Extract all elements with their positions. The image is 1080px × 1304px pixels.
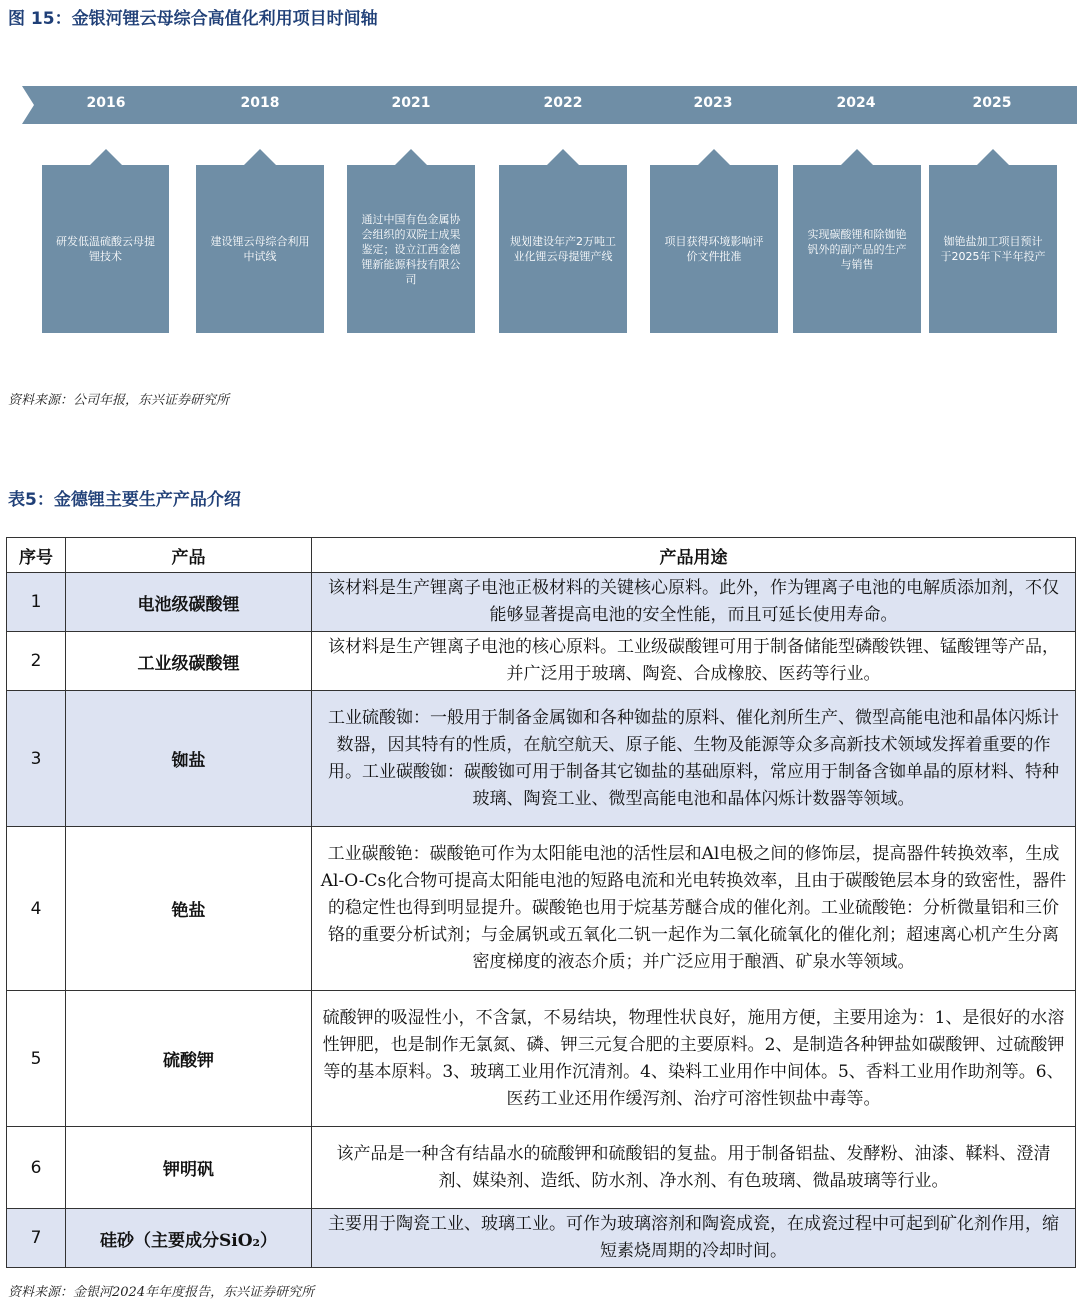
product-usage: 硫酸钾的吸湿性小，不含氯，不易结块，物理性状良好，施用方便，主要用途为：1、是很好的水溶性钾肥，也是制作无氯氮、磷、钾三元复合肥的主要原料。2、是制造各种钾盐如碳酸钾、过硫酸钾等的基本原料。3、玻璃工业用作沉清剂。4、染料工业用作中间体。5、香料工业用作助剂等。6、医药工业还用作缓泻剂、治疗可溶性钡盐中毒等。 — [312, 991, 1076, 1127]
timeline-year: 2024 — [836, 95, 876, 111]
product-name: 铷盐 — [66, 691, 312, 827]
timeline-box: 建设锂云母综合利用中试线 — [196, 165, 324, 333]
product-name: 硅砂（主要成分SiO₂） — [66, 1209, 312, 1268]
product-table — [6, 537, 1076, 1268]
product-usage: 工业硫酸铷：一般用于制备金属铷和各种铷盐的原料、催化剂所生产、微型高能电池和晶体闪烁计数器，因其特有的性质，在航空航天、原子能、生物及能源等众多高新技术领域发挥着重要的作用。工业碳酸铷：碳酸铷可用于制备其它铷盐的基础原料，常应用于制备含铷单晶的原材料、特种玻璃、陶瓷工业、微型高能电池和晶体闪烁计数器等领域。 — [312, 691, 1076, 827]
timeline-year: 2021 — [391, 95, 431, 111]
row-number: 1 — [7, 573, 66, 632]
timeline-box: 实现碳酸锂和除铷铯钒外的副产品的生产与销售 — [793, 165, 921, 333]
row-number: 5 — [7, 991, 66, 1127]
table-row — [7, 573, 1076, 632]
table-row — [7, 1209, 1076, 1268]
table-row — [7, 632, 1076, 691]
timeline-year: 2018 — [240, 95, 280, 111]
timeline-bar — [22, 86, 1077, 124]
row-number: 4 — [7, 827, 66, 991]
product-usage: 该产品是一种含有结晶水的硫酸钾和硫酸铝的复盐。用于制备铝盐、发酵粉、油漆、鞣料、澄清剂、媒染剂、造纸、防水剂、净水剂、有色玻璃、微晶玻璃等行业。 — [312, 1127, 1076, 1209]
figure-source: 资料来源：公司年报，东兴证券研究所 — [8, 393, 230, 408]
product-name: 铯盐 — [66, 827, 312, 991]
product-usage: 该材料是生产锂离子电池正极材料的关键核心原料。此外，作为锂离子电池的电解质添加剂，不仅能够显著提高电池的安全性能，而且可延长使用寿命。 — [312, 573, 1076, 632]
product-usage: 工业碳酸铯：碳酸铯可作为太阳能电池的活性层和Al电极之间的修饰层，提高器件转换效率，生成Al-O-Cs化合物可提高太阳能电池的短路电流和光电转换效率，且由于碳酸铯层本身的致密性，器件的稳定性也得到明显提升。碳酸铯也用于烷基芳醚合成的催化剂。工业硫酸铯：分析微量铝和三价铬的重要分析试剂；与金属钒或五氧化二钒一起作为二氧化硫氧化的催化剂；超速离心机产生分离密度梯度的液态介质；并广泛应用于酿酒、矿泉水等领域。 — [312, 827, 1076, 991]
product-name: 工业级碳酸锂 — [66, 632, 312, 691]
timeline-box: 铷铯盐加工项目预计于2025年下半年投产 — [929, 165, 1057, 333]
row-number: 6 — [7, 1127, 66, 1209]
timeline-box: 通过中国有色金属协会组织的双院士成果鉴定；设立江西金德锂新能源科技有限公司 — [347, 165, 475, 333]
timeline-box: 项目获得环境影响评价文件批准 — [650, 165, 778, 333]
header-usage: 产品用途 — [312, 538, 1076, 573]
row-number: 2 — [7, 632, 66, 691]
header-product: 产品 — [66, 538, 312, 573]
product-name: 电池级碳酸锂 — [66, 573, 312, 632]
row-number: 3 — [7, 691, 66, 827]
table-row — [7, 691, 1076, 827]
table-header-row — [7, 538, 1076, 573]
figure-title: 图 15：金银河锂云母综合高值化利用项目时间轴 — [8, 9, 378, 29]
row-number: 7 — [7, 1209, 66, 1268]
timeline-box: 研发低温硫酸云母提锂技术 — [42, 165, 169, 333]
table-source: 资料来源：金银河2024年年度报告，东兴证券研究所 — [8, 1285, 315, 1300]
header-no: 序号 — [7, 538, 66, 573]
product-name: 钾明矾 — [66, 1127, 312, 1209]
timeline-year: 2016 — [86, 95, 126, 111]
product-name: 硫酸钾 — [66, 991, 312, 1127]
table-title: 表5：金德锂主要生产产品介绍 — [8, 490, 241, 510]
product-usage: 主要用于陶瓷工业、玻璃工业。可作为玻璃溶剂和陶瓷成瓷，在成瓷过程中可起到矿化剂作用，缩短素烧周期的冷却时间。 — [312, 1209, 1076, 1268]
timeline-year: 2025 — [972, 95, 1012, 111]
timeline-year: 2022 — [543, 95, 583, 111]
table-row — [7, 827, 1076, 991]
table-row — [7, 1127, 1076, 1209]
product-usage: 该材料是生产锂离子电池的核心原料。工业级碳酸锂可用于制备储能型磷酸铁锂、锰酸锂等产品，并广泛用于玻璃、陶瓷、合成橡胶、医药等行业。 — [312, 632, 1076, 691]
timeline-box: 规划建设年产2万吨工业化锂云母提锂产线 — [499, 165, 627, 333]
timeline-year: 2023 — [693, 95, 733, 111]
table-row — [7, 991, 1076, 1127]
